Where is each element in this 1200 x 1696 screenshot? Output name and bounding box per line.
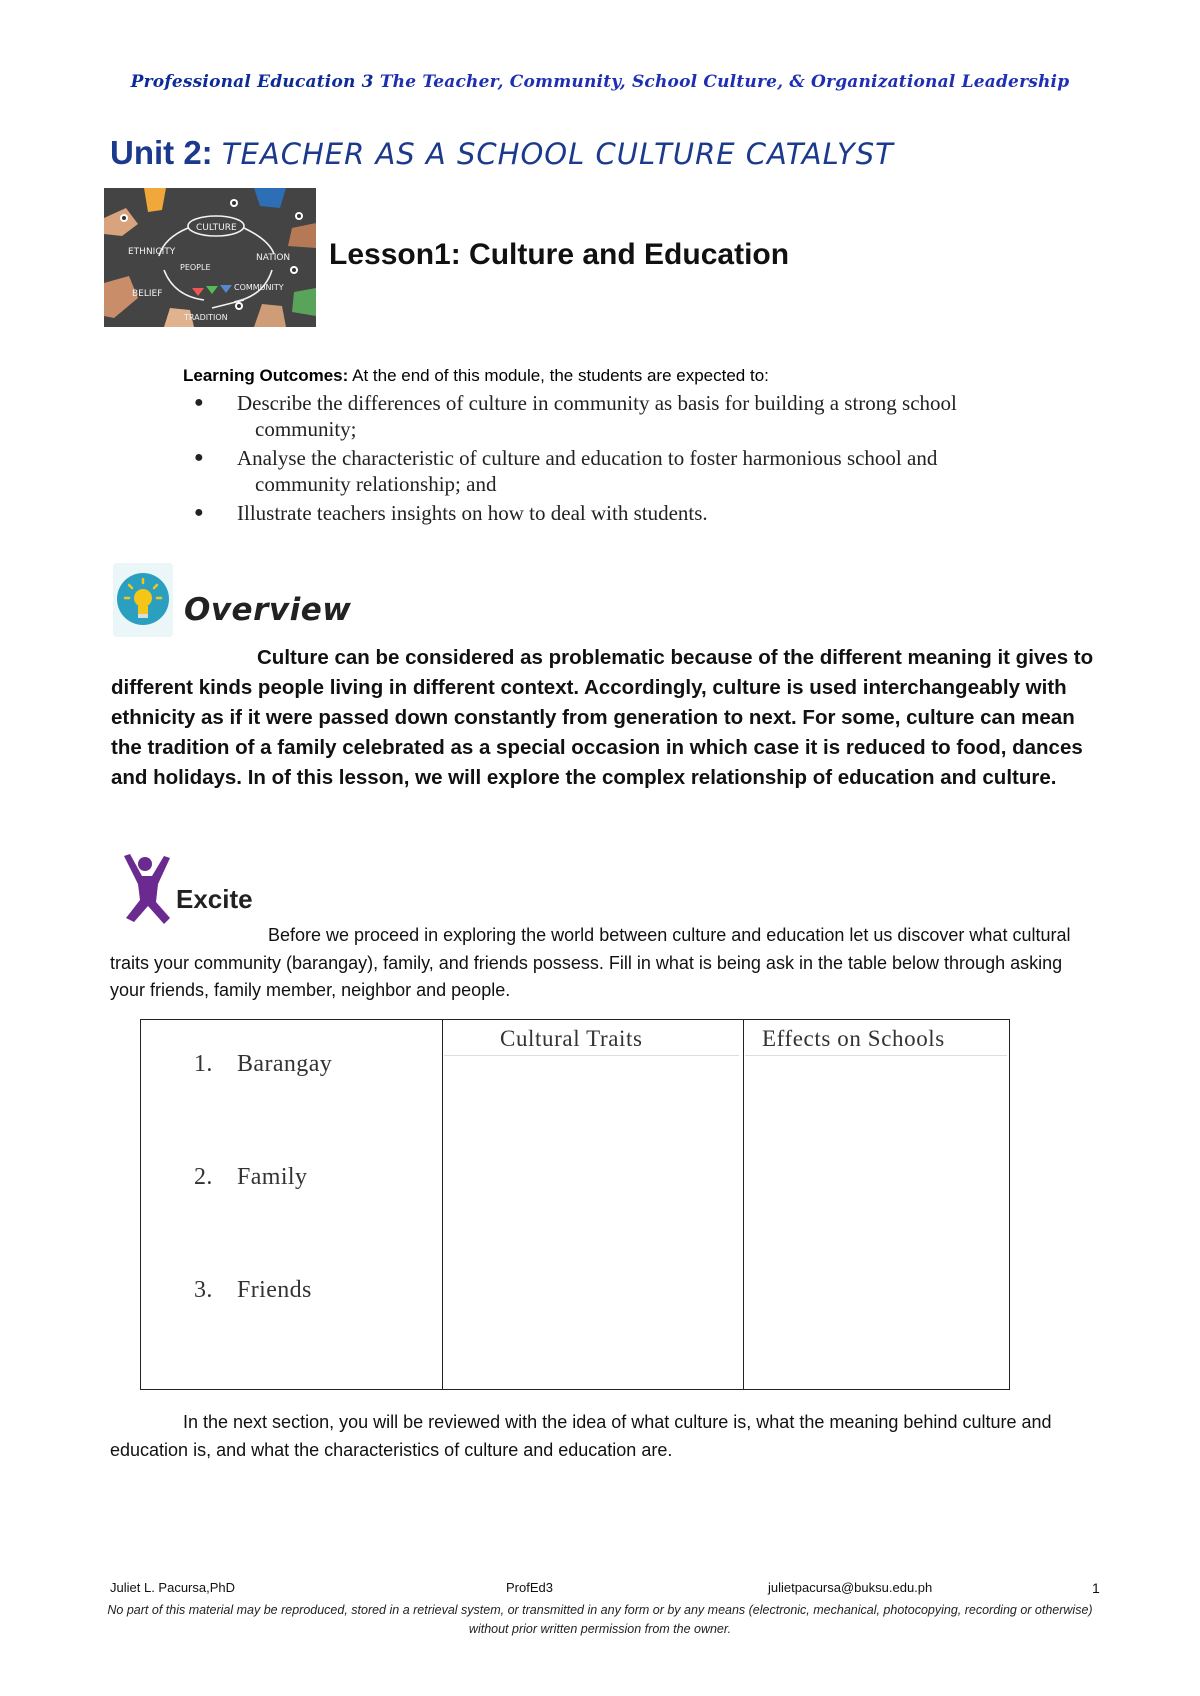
table-row — [194, 1164, 307, 1191]
footer-course-code: ProfEd3 — [506, 1580, 553, 1595]
excite-text: Before we proceed in exploring the world between culture and education let us discover what cultural traits your community (barangay), family, and friends possess. Fill in what is being ask in the table below through asking your friends, family member, neighbor and people. — [110, 925, 1071, 1000]
tradition-word: TRADITION — [184, 313, 228, 322]
outcome-line: Analyse the characteristic of culture and education to foster harmonious school and — [237, 446, 938, 470]
nation-word: NATION — [256, 253, 291, 263]
table-row — [194, 1051, 332, 1078]
header-underline — [444, 1055, 739, 1056]
list-item — [190, 390, 1090, 442]
table-row — [194, 1277, 312, 1304]
column-header-cultural-traits: Cultural Traits — [500, 1026, 643, 1051]
bullet-icon: ● — [194, 504, 204, 521]
row-number: 3. — [194, 1277, 213, 1303]
course-header — [0, 72, 1200, 92]
community-word: COMMUNITY — [234, 283, 284, 292]
unit-title: TEACHER AS A SCHOOL CULTURE CATALYST — [221, 137, 894, 171]
excite-paragraph — [110, 922, 1100, 1005]
excite-heading: Excite — [176, 884, 253, 914]
row-label: Barangay — [237, 1051, 333, 1077]
ethnicity-word: ETHNICITY — [128, 247, 176, 257]
overview-heading: Overview — [184, 592, 352, 628]
overview-text: Culture can be considered as problematic because of the different meaning it gives to different kinds people living in different context. Accordingly, culture is used interchangeably with ethnicity as if it were passed down constantly from generation to next. For some, culture can mean the tradition of a family celebrated as a special occasion in which case it is reduced to food, dances and holidays. In of this lesson, we will explore the complex relationship of education and culture. — [111, 646, 1094, 789]
learning-outcomes-label: Learning Outcomes: — [183, 366, 349, 385]
list-item — [190, 500, 1090, 526]
next-section-paragraph — [110, 1409, 1100, 1464]
next-section-text: In the next section, you will be reviewed with the idea of what culture is, what the meaning behind culture and education is, and what the characteristics of culture and education are. — [110, 1412, 1052, 1460]
bullet-icon: ● — [194, 449, 204, 466]
column-divider — [743, 1020, 744, 1389]
overview-paragraph — [111, 643, 1101, 793]
row-label: Family — [237, 1164, 308, 1190]
lesson-title: Lesson1: Culture and Education — [329, 238, 790, 271]
row-number: 2. — [194, 1164, 213, 1190]
unit-label: Unit 2: — [110, 134, 213, 171]
people-word: PEOPLE — [180, 263, 211, 272]
page-number: 1 — [1092, 1580, 1100, 1596]
copyright-notice: No part of this material may be reproduced, stored in a retrieval system, or transmitted in any form or by any means (electronic, mechanical, photocopying, recording or otherwise) without prior written permission from the owner. — [107, 1603, 1093, 1636]
culture-collage-image — [104, 188, 316, 327]
outcome-line-continued: community; — [255, 417, 357, 441]
footer-author: Juliet L. Pacursa,PhD — [110, 1580, 236, 1595]
column-divider — [442, 1020, 443, 1389]
outcome-line-continued: community relationship; and — [255, 472, 497, 496]
culture-word: CULTURE — [196, 223, 237, 233]
unit-heading — [110, 134, 894, 172]
column-header-effects-on-schools: Effects on Schools — [762, 1026, 945, 1051]
bullet-icon: ● — [194, 394, 204, 411]
lightbulb-icon — [113, 563, 173, 637]
footer-email: julietpacursa@buksu.edu.ph — [768, 1580, 933, 1595]
row-label: Friends — [237, 1277, 312, 1303]
jumping-person-icon — [118, 852, 173, 927]
list-item — [190, 445, 1090, 497]
course-prefix: Professional Education 3 — [130, 72, 374, 92]
outcome-line: Illustrate teachers insights on how to deal with students. — [237, 501, 708, 525]
learning-outcomes-intro-text: At the end of this module, the students are expected to: — [352, 366, 769, 385]
outcome-line: Describe the differences of culture in community as basis for building a strong school — [237, 391, 957, 415]
belief-word: BELIEF — [132, 289, 163, 299]
row-number: 1. — [194, 1051, 213, 1077]
learning-outcomes-list — [190, 390, 1090, 529]
course-title: The Teacher, Community, School Culture, & Organizational Leadership — [379, 72, 1070, 92]
header-underline — [745, 1055, 1007, 1056]
learning-outcomes-intro — [183, 366, 769, 386]
